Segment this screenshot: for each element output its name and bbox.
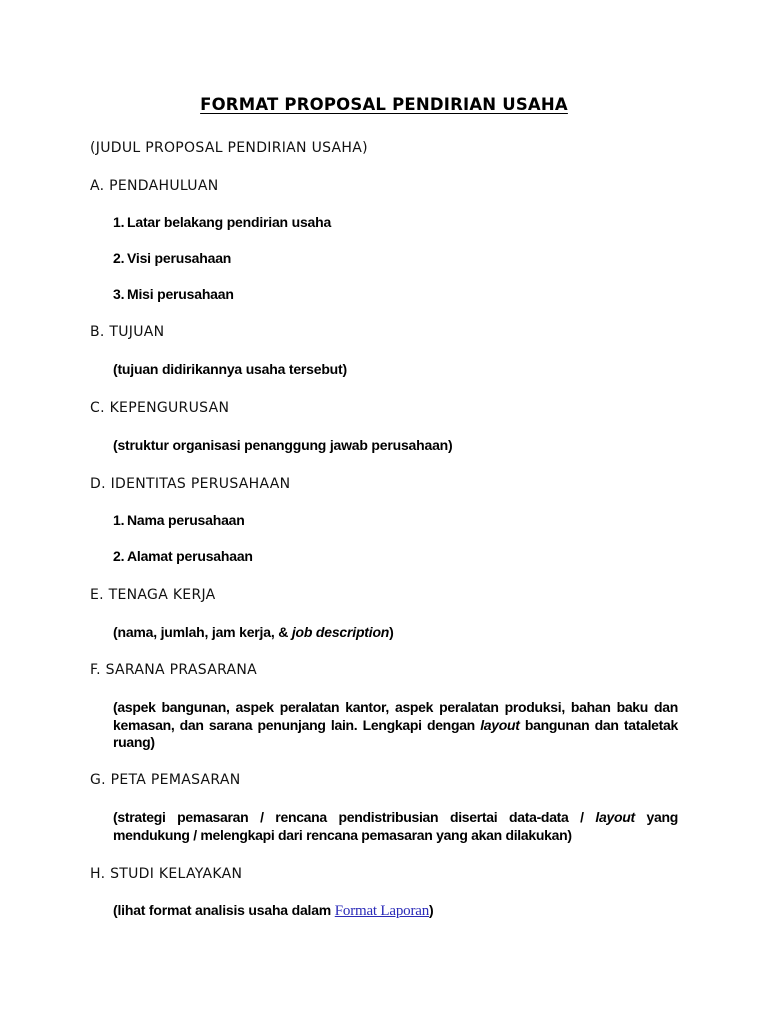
section-g-note <box>113 809 678 844</box>
item-number: 2. <box>113 250 125 266</box>
item-number: 3. <box>113 286 125 302</box>
note-text: (lihat format analisis usaha dalam <box>113 902 335 918</box>
note-text: yang mendukung / melengkapi dari rencana pemasaran yang akan dilakukan) <box>113 809 678 843</box>
item-number: 1. <box>113 512 125 528</box>
note-text: (aspek bangunan, aspek peralatan kantor, aspek peralatan produksi, bahan baku dan kemasan, dan sarana penunjang lain. Lengkapi dengan <box>113 699 678 733</box>
note-text: (nama, jumlah, jam kerja, & <box>113 624 292 640</box>
section-d-heading: D. IDENTITAS PERUSAHAAN <box>90 476 291 492</box>
document-title <box>0 95 768 114</box>
note-text: ) <box>389 624 394 640</box>
item-text: Nama perusahaan <box>127 512 245 528</box>
section-h-note <box>113 902 433 920</box>
document-title-text: FORMAT PROPOSAL PENDIRIAN USAHA <box>200 95 568 114</box>
section-c-note: (struktur organisasi penanggung jawab perusahaan) <box>113 437 453 453</box>
section-h-heading: H. STUDI KELAYAKAN <box>90 866 243 882</box>
proposal-title-placeholder: (JUDUL PROPOSAL PENDIRIAN USAHA) <box>90 140 368 156</box>
item-text: Misi perusahaan <box>127 286 234 302</box>
item-text: Visi perusahaan <box>127 250 232 266</box>
list-item <box>113 286 234 302</box>
format-laporan-link[interactable]: Format Laporan <box>334 903 430 919</box>
item-number: 2. <box>113 548 125 564</box>
item-text: Alamat perusahaan <box>127 548 253 564</box>
section-f-note <box>113 699 678 752</box>
section-e-note <box>113 624 394 640</box>
note-text: (strategi pemasaran / rencana pendistribusian disertai data-data / <box>113 809 596 825</box>
note-italic: job description <box>291 624 390 640</box>
list-item <box>113 214 331 230</box>
section-c-heading: C. KEPENGURUSAN <box>90 400 230 416</box>
item-text: Latar belakang pendirian usaha <box>127 214 332 230</box>
note-text: ) <box>429 902 434 918</box>
section-g-heading: G. PETA PEMASARAN <box>90 772 241 788</box>
note-italic: layout <box>595 809 635 825</box>
item-number: 1. <box>113 214 125 230</box>
list-item <box>113 548 253 564</box>
note-text: bangunan dan tataletak ruang) <box>113 716 678 750</box>
list-item <box>113 512 245 528</box>
section-e-heading: E. TENAGA KERJA <box>90 587 216 603</box>
section-f-heading: F. SARANA PRASARANA <box>90 662 258 678</box>
list-item <box>113 250 231 266</box>
note-italic: layout <box>480 716 520 733</box>
section-b-heading: B. TUJUAN <box>90 324 165 340</box>
section-b-note: (tujuan didirikannya usaha tersebut) <box>113 361 347 377</box>
section-a-heading: A. PENDAHULUAN <box>90 178 219 194</box>
